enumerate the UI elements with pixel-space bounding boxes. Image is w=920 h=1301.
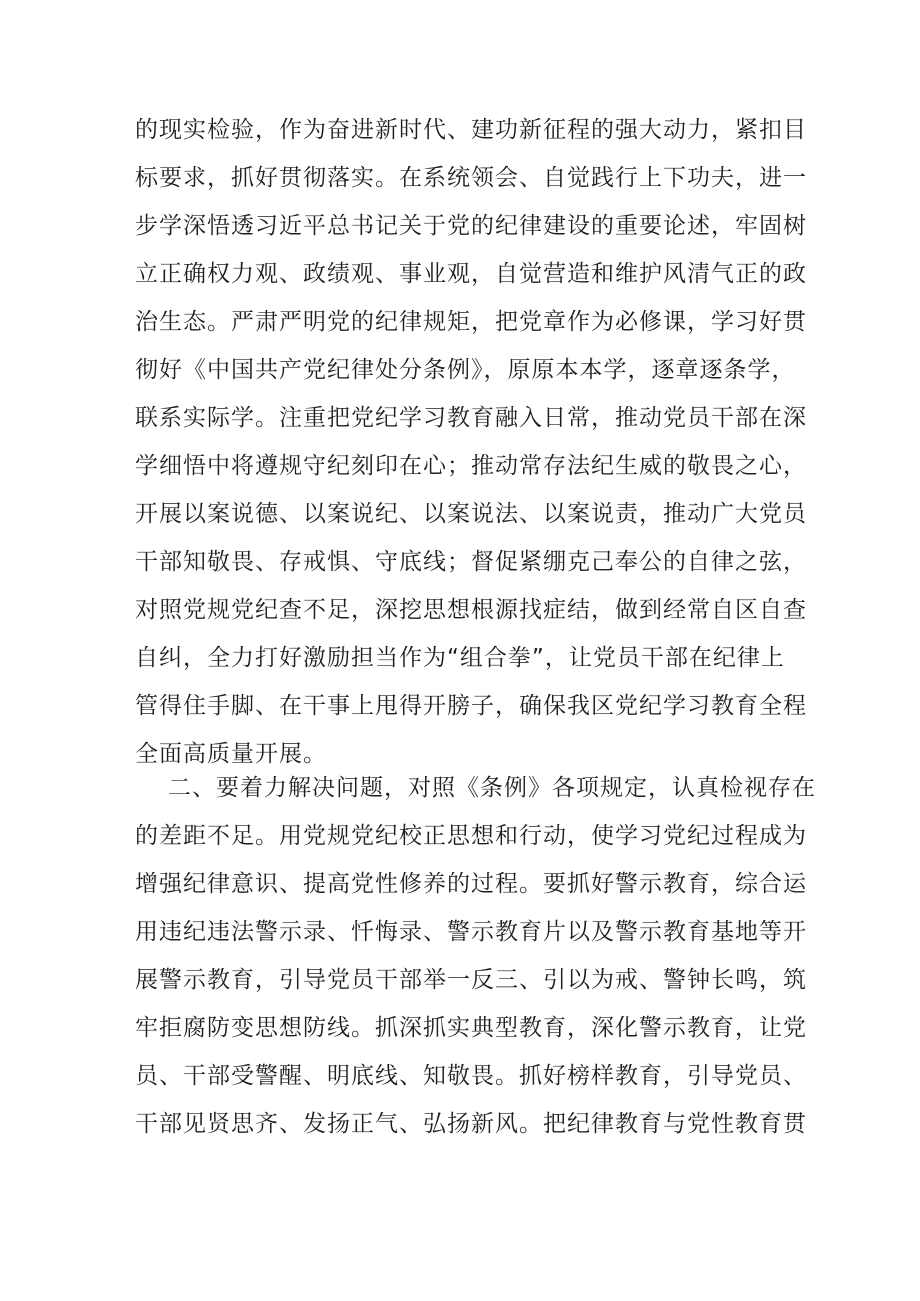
p1-line-11: 对照党规党纪查不足，深挖思想根源找症结，做到经常自区自查 xyxy=(135,597,807,623)
p1-line-3: 步学深悟透习近平总书记关于党的纪律建设的重要论述，牢固树 xyxy=(135,213,807,239)
p2-line-8: 干部见贤思齐、发扬正气、弘扬新风。把纪律教育与党性教育贯 xyxy=(135,1111,807,1137)
p1-line-8: 学细悟中将遵规守纪刻印在心；推动常存法纪生威的敬畏之心， xyxy=(135,453,807,479)
p2-line-4: 用违纪违法警示录、忏悔录、警示教育片以及警示教育基地等开 xyxy=(135,919,807,945)
p2-line-1: 二、要着力解决问题，对照《条例》各项规定，认真检视存在 xyxy=(168,775,816,801)
p2-line-3: 增强纪律意识、提高党性修养的过程。要抓好警示教育，综合运 xyxy=(135,871,807,897)
p2-line-6: 牢拒腐防变思想防线。抓深抓实典型教育，深化警示教育，让党 xyxy=(135,1015,807,1041)
p1-line-6: 彻好《中国共产党纪律处分条例》，原原本本学，逐章逐条学， xyxy=(135,357,796,383)
p1-line-14: 全面高质量开展。 xyxy=(135,741,327,767)
p1-line-4: 立正确权力观、政绩观、事业观，自觉营造和维护风清气正的政 xyxy=(135,261,807,287)
p2-line-2: 的差距不足。用党规党纪校正思想和行动，使学习党纪过程成为 xyxy=(135,823,807,849)
p1-line-5: 治生态。严肃严明党的纪律规矩，把党章作为必修课，学习好贯 xyxy=(135,309,807,335)
p1-line-9: 开展以案说德、以案说纪、以案说法、以案说责，推动广大党员 xyxy=(135,501,807,527)
p1-line-12: 自纠，全力打好激励担当作为“组合拳”，让党员干部在纪律上 xyxy=(135,645,785,671)
p1-line-1: 的现实检验，作为奋进新时代、建功新征程的强大动力，紧扣目 xyxy=(135,117,807,143)
p2-line-5: 展警示教育，引导党员干部举一反三、引以为戒、警钟长鸣，筑 xyxy=(135,967,807,993)
p1-line-13: 管得住手脚、在干事上甩得开膀子，确保我区党纪学习教育全程 xyxy=(135,693,807,719)
p1-line-10: 干部知敬畏、存戒惧、守底线；督促紧绷克己奉公的自律之弦， xyxy=(135,549,807,575)
p1-line-7: 联系实际学。注重把党纪学习教育融入日常，推动党员干部在深 xyxy=(135,405,807,431)
p2-line-7: 员、干部受警醒、明底线、知敬畏。抓好榜样教育，引导党员、 xyxy=(135,1063,807,1089)
p1-line-2: 标要求，抓好贯彻落实。在系统领会、自觉践行上下功夫，进一 xyxy=(135,165,807,191)
